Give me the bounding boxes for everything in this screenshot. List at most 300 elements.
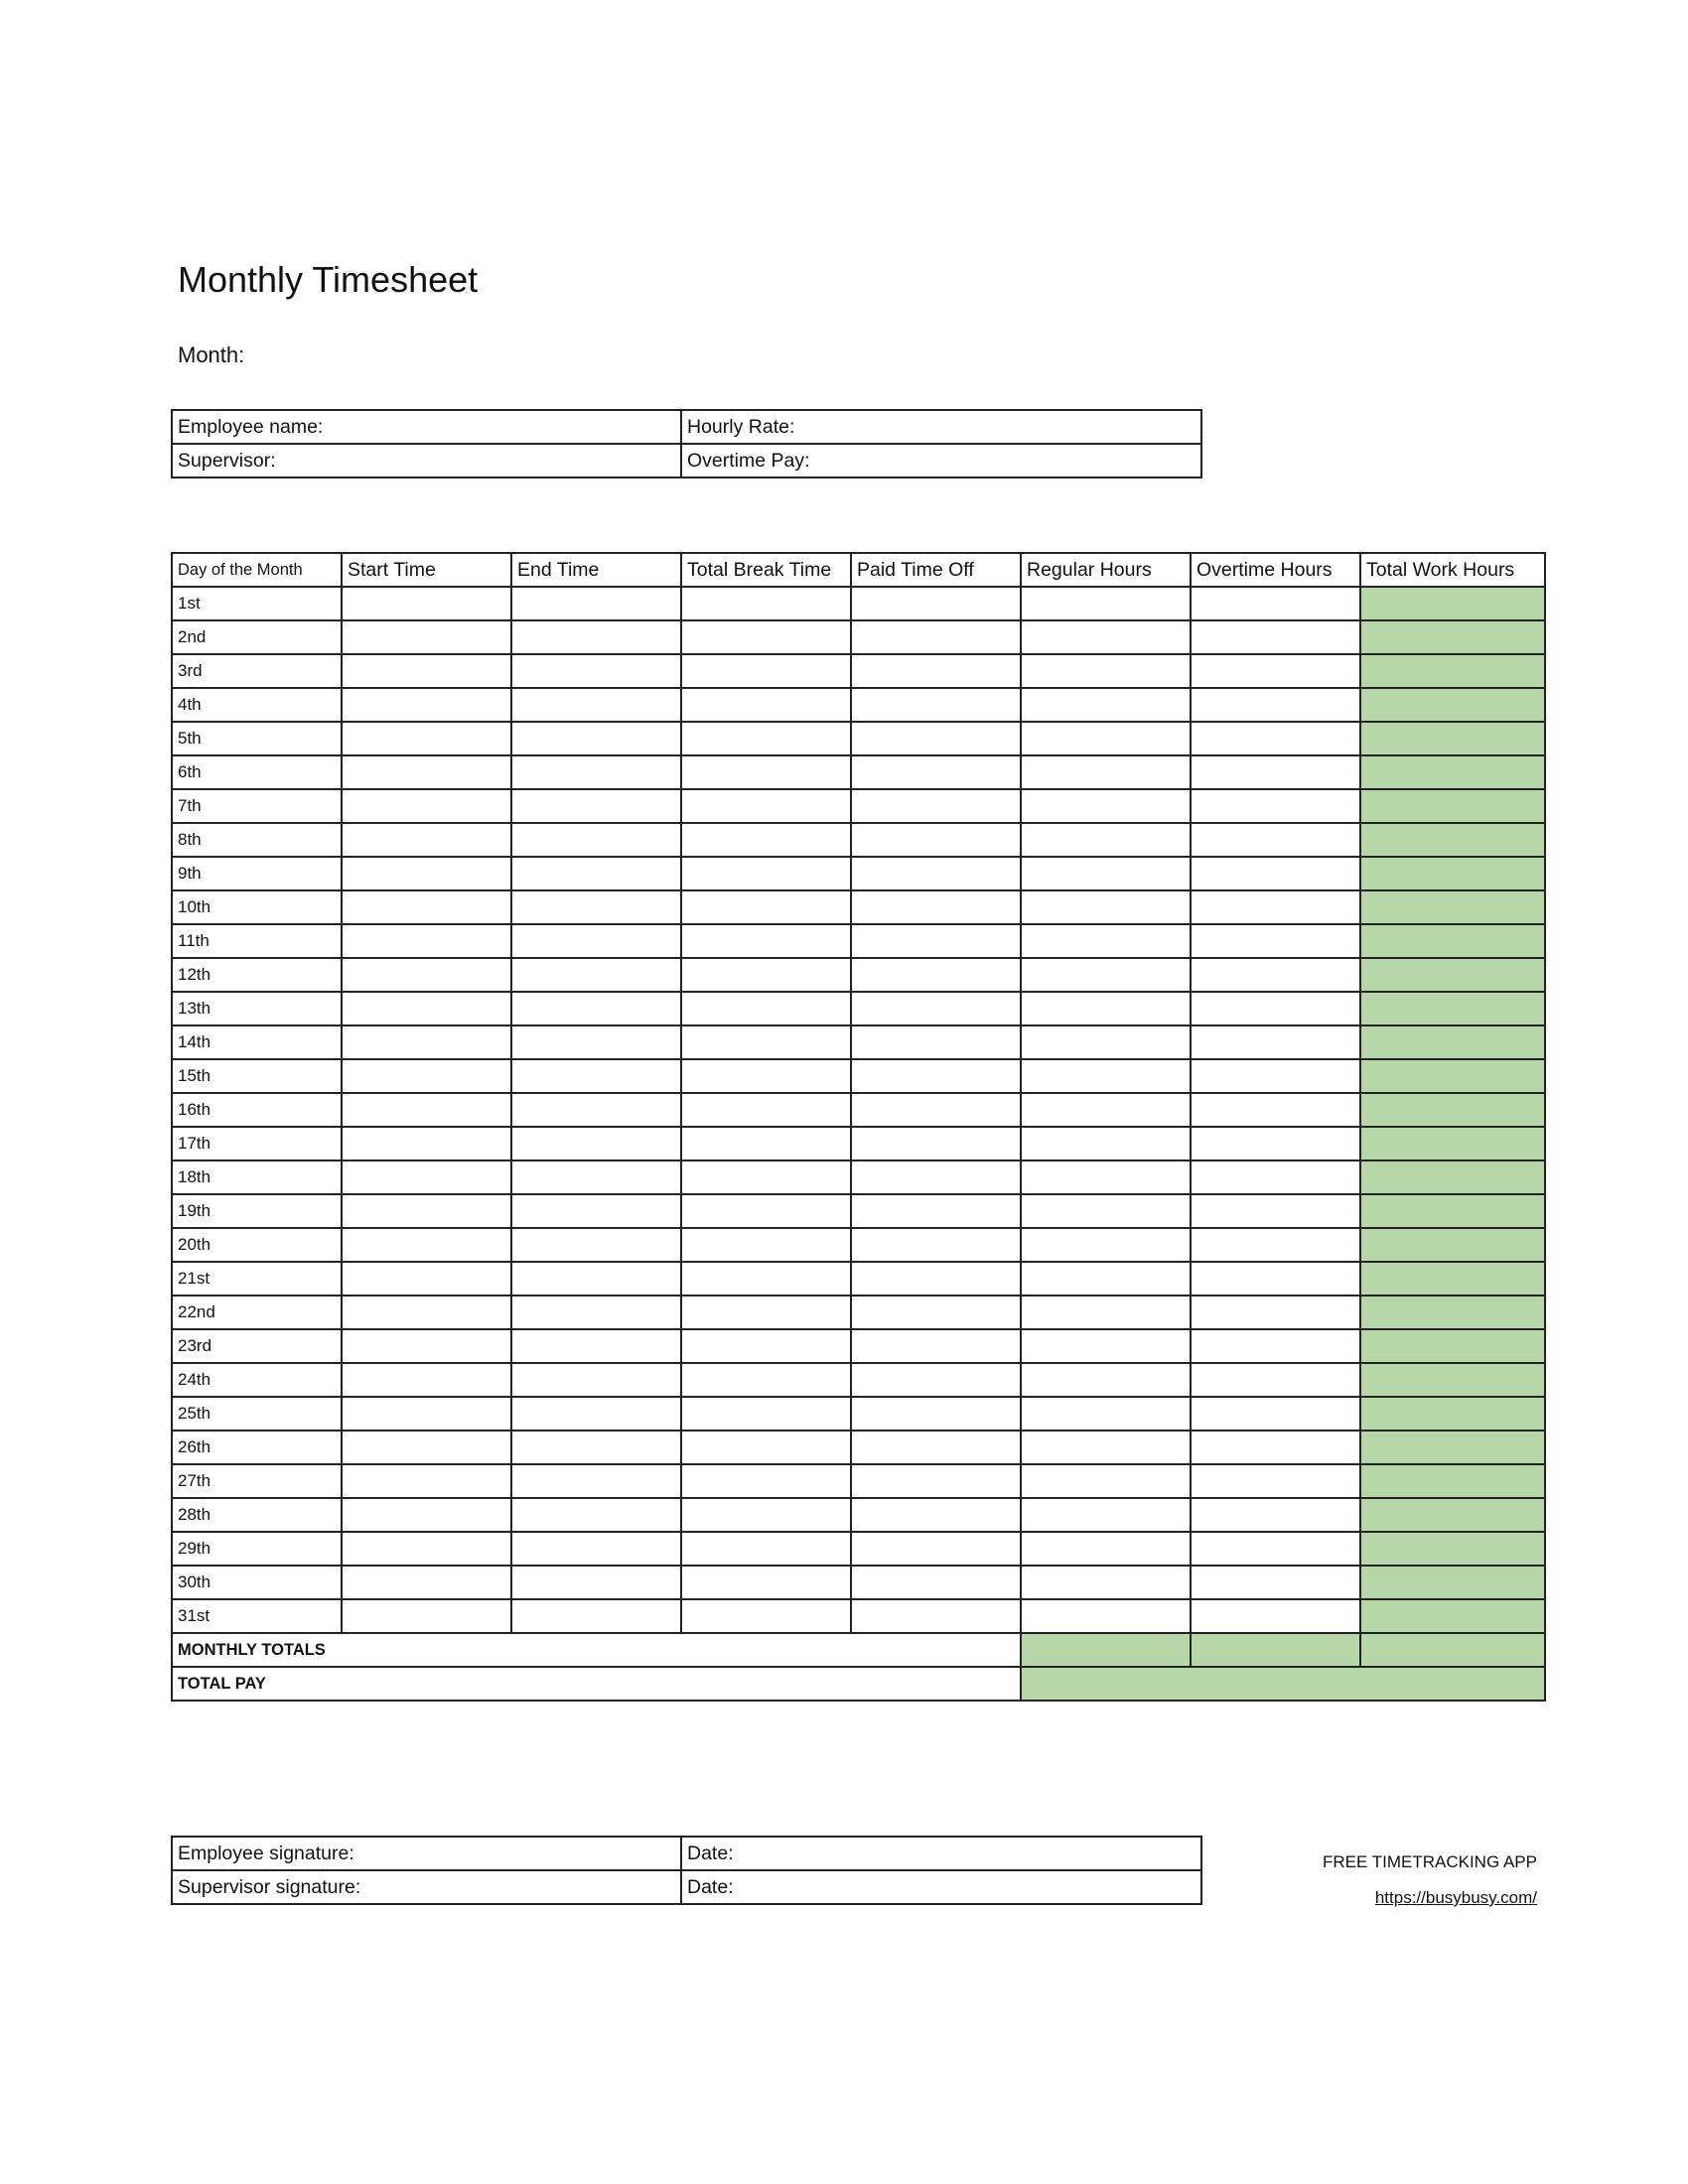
time-entry-cell[interactable] — [511, 1431, 681, 1464]
column-header: Paid Time Off — [851, 553, 1021, 587]
time-entry-cell[interactable] — [1021, 722, 1191, 755]
time-entry-cell[interactable] — [851, 688, 1021, 722]
time-entry-cell[interactable] — [511, 1160, 681, 1194]
timesheet-table — [171, 552, 1546, 1702]
time-entry-cell[interactable] — [342, 1059, 511, 1093]
time-entry-cell[interactable] — [1021, 1532, 1191, 1566]
day-row — [172, 1194, 1545, 1228]
day-row — [172, 1329, 1545, 1363]
time-entry-cell[interactable] — [681, 722, 851, 755]
time-entry-cell[interactable] — [511, 755, 681, 789]
time-entry-cell[interactable] — [681, 587, 851, 620]
monthly-totals-label: MONTHLY TOTALS — [172, 1633, 1021, 1667]
time-entry-cell[interactable] — [342, 1025, 511, 1059]
time-entry-cell[interactable] — [511, 924, 681, 958]
total-work-hours-cell[interactable] — [1360, 1397, 1545, 1431]
signature-row — [172, 1837, 1201, 1870]
time-entry-cell[interactable] — [1021, 1363, 1191, 1397]
total-work-hours-cell[interactable] — [1360, 755, 1545, 789]
total-work-hours-cell[interactable] — [1360, 1025, 1545, 1059]
time-entry-cell[interactable] — [851, 1599, 1021, 1633]
time-entry-cell[interactable] — [1021, 857, 1191, 890]
day-row — [172, 1532, 1545, 1566]
total-work-hours-cell[interactable] — [1360, 1160, 1545, 1194]
time-entry-cell[interactable] — [511, 1262, 681, 1296]
day-label: 27th — [172, 1464, 342, 1498]
time-entry-cell[interactable] — [511, 688, 681, 722]
time-entry-cell[interactable] — [681, 1296, 851, 1329]
time-entry-cell[interactable] — [1021, 1329, 1191, 1363]
time-entry-cell[interactable] — [1021, 1498, 1191, 1532]
time-entry-cell[interactable] — [851, 620, 1021, 654]
day-row — [172, 1059, 1545, 1093]
day-label: 1st — [172, 587, 342, 620]
time-entry-cell[interactable] — [681, 890, 851, 924]
total-work-hours-cell[interactable] — [1360, 620, 1545, 654]
day-row — [172, 755, 1545, 789]
total-work-hours-cell[interactable] — [1360, 1059, 1545, 1093]
total-work-hours-cell[interactable] — [1360, 654, 1545, 688]
time-entry-cell[interactable] — [851, 1498, 1021, 1532]
total-work-hours-cell[interactable] — [1360, 1464, 1545, 1498]
time-entry-cell[interactable] — [851, 890, 1021, 924]
time-entry-cell[interactable] — [681, 1228, 851, 1262]
time-entry-cell[interactable] — [1191, 958, 1360, 992]
time-entry-cell[interactable] — [342, 620, 511, 654]
page-title: Monthly Timesheet — [178, 259, 479, 300]
day-label: 25th — [172, 1397, 342, 1431]
column-header: Regular Hours — [1021, 553, 1191, 587]
time-entry-cell[interactable] — [1021, 789, 1191, 823]
time-entry-cell[interactable] — [511, 1127, 681, 1160]
time-entry-cell[interactable] — [1191, 1329, 1360, 1363]
time-entry-cell[interactable] — [511, 1599, 681, 1633]
total-work-hours-cell[interactable] — [1360, 1363, 1545, 1397]
time-entry-cell[interactable] — [342, 1363, 511, 1397]
time-entry-cell[interactable] — [511, 890, 681, 924]
time-entry-cell[interactable] — [681, 1464, 851, 1498]
time-entry-cell[interactable] — [1191, 1059, 1360, 1093]
time-entry-cell[interactable] — [1021, 1397, 1191, 1431]
total-work-hours-cell[interactable] — [1360, 1498, 1545, 1532]
time-entry-cell[interactable] — [851, 924, 1021, 958]
day-label: 4th — [172, 688, 342, 722]
day-label: 24th — [172, 1363, 342, 1397]
time-entry-cell[interactable] — [851, 654, 1021, 688]
monthly-totals-row — [172, 1633, 1545, 1667]
day-label: 11th — [172, 924, 342, 958]
time-entry-cell[interactable] — [342, 924, 511, 958]
day-row — [172, 1363, 1545, 1397]
time-entry-cell[interactable] — [342, 688, 511, 722]
time-entry-cell[interactable] — [851, 1025, 1021, 1059]
time-entry-cell[interactable] — [1021, 1228, 1191, 1262]
column-header: End Time — [511, 553, 681, 587]
time-entry-cell[interactable] — [1191, 1296, 1360, 1329]
time-entry-cell[interactable] — [342, 1532, 511, 1566]
regular-hours-total[interactable] — [1021, 1633, 1191, 1667]
day-label: 14th — [172, 1025, 342, 1059]
promo-block — [1323, 1844, 1537, 1916]
time-entry-cell[interactable] — [342, 755, 511, 789]
time-entry-cell[interactable] — [342, 857, 511, 890]
time-entry-cell[interactable] — [681, 1025, 851, 1059]
total-work-hours-cell[interactable] — [1360, 688, 1545, 722]
total-work-hours-cell[interactable] — [1360, 1566, 1545, 1599]
total-work-hours-cell[interactable] — [1360, 890, 1545, 924]
time-entry-cell[interactable] — [851, 1431, 1021, 1464]
time-entry-cell[interactable] — [1021, 1093, 1191, 1127]
total-pay-value[interactable] — [1021, 1667, 1545, 1701]
promo-text: FREE TIMETRACKING APP — [1322, 1852, 1537, 1871]
time-entry-cell[interactable] — [1021, 1160, 1191, 1194]
day-row — [172, 1127, 1545, 1160]
time-entry-cell[interactable] — [851, 992, 1021, 1025]
time-entry-cell[interactable] — [342, 1228, 511, 1262]
total-work-hours-cell[interactable] — [1360, 1228, 1545, 1262]
time-entry-cell[interactable] — [342, 1329, 511, 1363]
time-entry-cell[interactable] — [851, 1194, 1021, 1228]
day-label: 16th — [172, 1093, 342, 1127]
time-entry-cell[interactable] — [851, 1464, 1021, 1498]
signature-table — [171, 1836, 1202, 1905]
day-row — [172, 722, 1545, 755]
column-header: Total Break Time — [681, 553, 851, 587]
time-entry-cell[interactable] — [511, 823, 681, 857]
time-entry-cell[interactable] — [511, 1397, 681, 1431]
employee-name-field[interactable]: Employee name: — [172, 410, 681, 444]
time-entry-cell[interactable] — [681, 688, 851, 722]
overtime-hours-total[interactable] — [1191, 1633, 1360, 1667]
time-entry-cell[interactable] — [1021, 890, 1191, 924]
day-row — [172, 1464, 1545, 1498]
time-entry-cell[interactable] — [851, 1296, 1021, 1329]
day-row — [172, 823, 1545, 857]
total-work-hours-cell[interactable] — [1360, 1296, 1545, 1329]
time-entry-cell[interactable] — [681, 1160, 851, 1194]
time-entry-cell[interactable] — [1191, 1363, 1360, 1397]
time-entry-cell[interactable] — [511, 1228, 681, 1262]
time-entry-cell[interactable] — [511, 958, 681, 992]
time-entry-cell[interactable] — [1021, 823, 1191, 857]
time-entry-cell[interactable] — [511, 587, 681, 620]
time-entry-cell[interactable] — [342, 823, 511, 857]
time-entry-cell[interactable] — [342, 1127, 511, 1160]
time-entry-cell[interactable] — [1191, 1397, 1360, 1431]
time-entry-cell[interactable] — [342, 587, 511, 620]
time-entry-cell[interactable] — [1191, 620, 1360, 654]
total-work-hours-cell[interactable] — [1360, 1599, 1545, 1633]
total-work-hours-cell[interactable] — [1360, 992, 1545, 1025]
time-entry-cell[interactable] — [681, 1093, 851, 1127]
time-entry-cell[interactable] — [681, 1599, 851, 1633]
time-entry-cell[interactable] — [851, 1262, 1021, 1296]
time-entry-cell[interactable] — [342, 992, 511, 1025]
time-entry-cell[interactable] — [1191, 587, 1360, 620]
total-work-hours-cell[interactable] — [1360, 958, 1545, 992]
time-entry-cell[interactable] — [1021, 688, 1191, 722]
time-entry-cell[interactable] — [342, 722, 511, 755]
total-work-hours-cell[interactable] — [1360, 1093, 1545, 1127]
time-entry-cell[interactable] — [1191, 1127, 1360, 1160]
time-entry-cell[interactable] — [851, 722, 1021, 755]
day-row — [172, 620, 1545, 654]
time-entry-cell[interactable] — [851, 755, 1021, 789]
time-entry-cell[interactable] — [851, 1363, 1021, 1397]
day-row — [172, 958, 1545, 992]
total-work-hours-cell[interactable] — [1360, 722, 1545, 755]
time-entry-cell[interactable] — [511, 722, 681, 755]
time-entry-cell[interactable] — [851, 958, 1021, 992]
month-label: Month: — [178, 342, 245, 367]
time-entry-cell[interactable] — [1021, 1127, 1191, 1160]
time-entry-cell[interactable] — [511, 1296, 681, 1329]
time-entry-cell[interactable] — [1191, 1093, 1360, 1127]
day-label: 23rd — [172, 1329, 342, 1363]
time-entry-cell[interactable] — [1021, 1566, 1191, 1599]
total-work-hours-cell[interactable] — [1360, 823, 1545, 857]
employee-signature-field[interactable]: Employee signature: — [172, 1837, 681, 1870]
time-entry-cell[interactable] — [1191, 1025, 1360, 1059]
time-entry-cell[interactable] — [681, 1329, 851, 1363]
signature-row — [172, 1870, 1201, 1904]
time-entry-cell[interactable] — [342, 654, 511, 688]
time-entry-cell[interactable] — [342, 1566, 511, 1599]
time-entry-cell[interactable] — [851, 1532, 1021, 1566]
time-entry-cell[interactable] — [511, 1532, 681, 1566]
time-entry-cell[interactable] — [1191, 1464, 1360, 1498]
time-entry-cell[interactable] — [342, 1397, 511, 1431]
time-entry-cell[interactable] — [511, 1566, 681, 1599]
day-row — [172, 1228, 1545, 1262]
time-entry-cell[interactable] — [851, 1059, 1021, 1093]
time-entry-cell[interactable] — [1191, 1160, 1360, 1194]
time-entry-cell[interactable] — [681, 823, 851, 857]
time-entry-cell[interactable] — [1021, 755, 1191, 789]
overtime-pay-field[interactable]: Overtime Pay: — [681, 444, 1201, 478]
day-label: 6th — [172, 755, 342, 789]
time-entry-cell[interactable] — [511, 1464, 681, 1498]
time-entry-cell[interactable] — [681, 1498, 851, 1532]
day-label: 13th — [172, 992, 342, 1025]
time-entry-cell[interactable] — [511, 1363, 681, 1397]
time-entry-cell[interactable] — [851, 1127, 1021, 1160]
promo-link[interactable]: https://busybusy.com/ — [1374, 1888, 1537, 1907]
time-entry-cell[interactable] — [1191, 1262, 1360, 1296]
time-entry-cell[interactable] — [1191, 1228, 1360, 1262]
time-entry-cell[interactable] — [1191, 755, 1360, 789]
time-entry-cell[interactable] — [1191, 688, 1360, 722]
time-entry-cell[interactable] — [1191, 1194, 1360, 1228]
day-row — [172, 1262, 1545, 1296]
total-work-hours-cell[interactable] — [1360, 1262, 1545, 1296]
time-entry-cell[interactable] — [1021, 1431, 1191, 1464]
day-label: 22nd — [172, 1296, 342, 1329]
time-entry-cell[interactable] — [851, 1228, 1021, 1262]
time-entry-cell[interactable] — [511, 1329, 681, 1363]
time-entry-cell[interactable] — [1021, 1059, 1191, 1093]
time-entry-cell[interactable] — [1191, 992, 1360, 1025]
time-entry-cell[interactable] — [342, 1296, 511, 1329]
time-entry-cell[interactable] — [1191, 1532, 1360, 1566]
time-entry-cell[interactable] — [511, 1059, 681, 1093]
time-entry-cell[interactable] — [1021, 1194, 1191, 1228]
time-entry-cell[interactable] — [1191, 1498, 1360, 1532]
time-entry-cell[interactable] — [681, 1566, 851, 1599]
time-entry-cell[interactable] — [1191, 654, 1360, 688]
info-row — [172, 444, 1201, 478]
day-label: 19th — [172, 1194, 342, 1228]
time-entry-cell[interactable] — [681, 1262, 851, 1296]
total-work-hours-cell[interactable] — [1360, 1194, 1545, 1228]
time-entry-cell[interactable] — [342, 1194, 511, 1228]
time-entry-cell[interactable] — [681, 654, 851, 688]
total-work-hours-total[interactable] — [1360, 1633, 1545, 1667]
time-entry-cell[interactable] — [681, 1127, 851, 1160]
total-work-hours-cell[interactable] — [1360, 1532, 1545, 1566]
time-entry-cell[interactable] — [851, 1397, 1021, 1431]
time-entry-cell[interactable] — [681, 1397, 851, 1431]
supervisor-signature-field[interactable]: Supervisor signature: — [172, 1870, 681, 1904]
time-entry-cell[interactable] — [681, 992, 851, 1025]
time-entry-cell[interactable] — [1191, 1599, 1360, 1633]
day-label: 17th — [172, 1127, 342, 1160]
time-entry-cell[interactable] — [342, 1464, 511, 1498]
day-row — [172, 1160, 1545, 1194]
time-entry-cell[interactable] — [511, 1194, 681, 1228]
total-work-hours-cell[interactable] — [1360, 924, 1545, 958]
time-entry-cell[interactable] — [1191, 857, 1360, 890]
time-entry-cell[interactable] — [511, 857, 681, 890]
day-label: 5th — [172, 722, 342, 755]
time-entry-cell[interactable] — [342, 1262, 511, 1296]
time-entry-cell[interactable] — [511, 1025, 681, 1059]
day-row — [172, 924, 1545, 958]
time-entry-cell[interactable] — [1191, 1431, 1360, 1464]
column-header: Overtime Hours — [1191, 553, 1360, 587]
hourly-rate-field[interactable]: Hourly Rate: — [681, 410, 1201, 444]
header-row — [172, 553, 1545, 587]
time-entry-cell[interactable] — [1021, 924, 1191, 958]
total-work-hours-cell[interactable] — [1360, 1329, 1545, 1363]
time-entry-cell[interactable] — [681, 857, 851, 890]
day-row — [172, 1431, 1545, 1464]
time-entry-cell[interactable] — [851, 1329, 1021, 1363]
employee-info-table — [171, 409, 1202, 478]
time-entry-cell[interactable] — [851, 1566, 1021, 1599]
time-entry-cell[interactable] — [1191, 789, 1360, 823]
time-entry-cell[interactable] — [851, 789, 1021, 823]
time-entry-cell[interactable] — [511, 789, 681, 823]
time-entry-cell[interactable] — [681, 1363, 851, 1397]
time-entry-cell[interactable] — [681, 1532, 851, 1566]
time-entry-cell[interactable] — [1021, 1464, 1191, 1498]
time-entry-cell[interactable] — [851, 857, 1021, 890]
total-work-hours-cell[interactable] — [1360, 587, 1545, 620]
column-header: Day of the Month — [172, 553, 342, 587]
time-entry-cell[interactable] — [511, 654, 681, 688]
time-entry-cell[interactable] — [511, 620, 681, 654]
time-entry-cell[interactable] — [1191, 1566, 1360, 1599]
time-entry-cell[interactable] — [511, 1498, 681, 1532]
time-entry-cell[interactable] — [342, 890, 511, 924]
day-row — [172, 1025, 1545, 1059]
day-row — [172, 1093, 1545, 1127]
time-entry-cell[interactable] — [342, 1160, 511, 1194]
supervisor-date-field[interactable]: Date: — [681, 1870, 1201, 1904]
time-entry-cell[interactable] — [681, 924, 851, 958]
employee-date-field[interactable]: Date: — [681, 1837, 1201, 1870]
total-work-hours-cell[interactable] — [1360, 857, 1545, 890]
total-work-hours-cell[interactable] — [1360, 1127, 1545, 1160]
day-label: 10th — [172, 890, 342, 924]
time-entry-cell[interactable] — [342, 1093, 511, 1127]
total-pay-label: TOTAL PAY — [172, 1667, 1021, 1701]
time-entry-cell[interactable] — [342, 1599, 511, 1633]
time-entry-cell[interactable] — [681, 1059, 851, 1093]
time-entry-cell[interactable] — [1191, 890, 1360, 924]
day-label: 18th — [172, 1160, 342, 1194]
time-entry-cell[interactable] — [342, 789, 511, 823]
time-entry-cell[interactable] — [1191, 823, 1360, 857]
day-row — [172, 992, 1545, 1025]
day-row — [172, 1566, 1545, 1599]
time-entry-cell[interactable] — [1021, 1296, 1191, 1329]
day-row — [172, 890, 1545, 924]
time-entry-cell[interactable] — [681, 620, 851, 654]
supervisor-field[interactable]: Supervisor: — [172, 444, 681, 478]
day-label: 28th — [172, 1498, 342, 1532]
time-entry-cell[interactable] — [1021, 1599, 1191, 1633]
day-label: 31st — [172, 1599, 342, 1633]
day-label: 9th — [172, 857, 342, 890]
time-entry-cell[interactable] — [1191, 924, 1360, 958]
time-entry-cell[interactable] — [1021, 587, 1191, 620]
column-header: Start Time — [342, 553, 511, 587]
time-entry-cell[interactable] — [1021, 1262, 1191, 1296]
time-entry-cell[interactable] — [1021, 654, 1191, 688]
day-row — [172, 1498, 1545, 1532]
time-entry-cell[interactable] — [1021, 958, 1191, 992]
time-entry-cell[interactable] — [511, 992, 681, 1025]
day-row — [172, 1296, 1545, 1329]
time-entry-cell[interactable] — [681, 789, 851, 823]
day-label: 8th — [172, 823, 342, 857]
total-work-hours-cell[interactable] — [1360, 789, 1545, 823]
time-entry-cell[interactable] — [851, 1093, 1021, 1127]
time-entry-cell[interactable] — [1021, 992, 1191, 1025]
time-entry-cell[interactable] — [681, 1194, 851, 1228]
time-entry-cell[interactable] — [1191, 722, 1360, 755]
day-row — [172, 1599, 1545, 1633]
total-work-hours-cell[interactable] — [1360, 1431, 1545, 1464]
time-entry-cell[interactable] — [851, 823, 1021, 857]
column-header: Total Work Hours — [1360, 553, 1545, 587]
time-entry-cell[interactable] — [342, 1498, 511, 1532]
time-entry-cell[interactable] — [681, 1431, 851, 1464]
time-entry-cell[interactable] — [851, 1160, 1021, 1194]
time-entry-cell[interactable] — [681, 755, 851, 789]
total-pay-row — [172, 1667, 1545, 1701]
time-entry-cell[interactable] — [1021, 1025, 1191, 1059]
time-entry-cell[interactable] — [851, 587, 1021, 620]
time-entry-cell[interactable] — [681, 958, 851, 992]
time-entry-cell[interactable] — [342, 958, 511, 992]
time-entry-cell[interactable] — [342, 1431, 511, 1464]
time-entry-cell[interactable] — [511, 1093, 681, 1127]
day-row — [172, 1397, 1545, 1431]
time-entry-cell[interactable] — [1021, 620, 1191, 654]
